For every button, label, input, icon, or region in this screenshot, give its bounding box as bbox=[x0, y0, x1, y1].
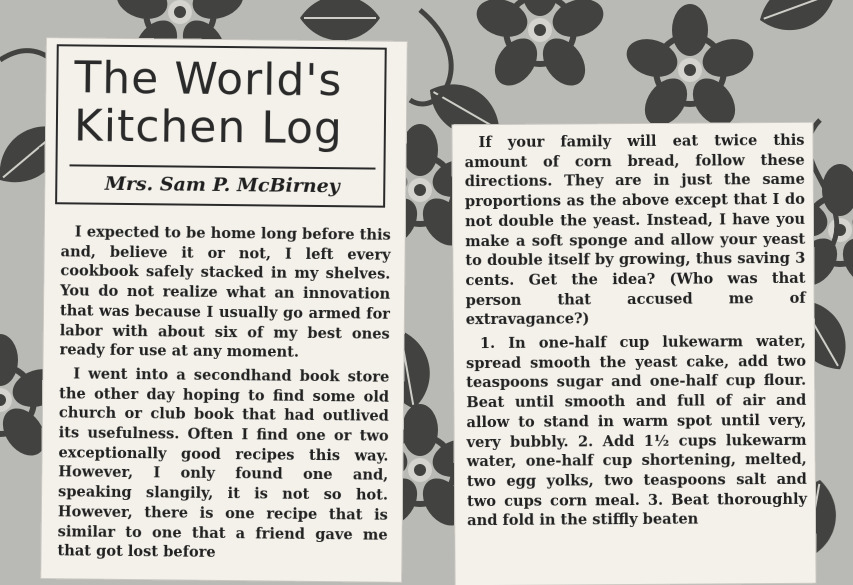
column-masthead bbox=[55, 44, 387, 207]
left-newspaper-clipping bbox=[41, 38, 407, 582]
right-article-body bbox=[464, 131, 807, 535]
article-paragraph-2: I went into a secondhand book store the other day hoping to find some old church or club book that had outlived its usefulness. Often I find one or two exceptionally good recipes this way. However, I only found one and, speaking slangily, it is not so hot. However, there is one recipe that is similar to one that a friend gave me that got lost before bbox=[57, 365, 390, 562]
left-article-body bbox=[57, 222, 391, 568]
article-paragraph-3: If your family will eat twice this amount of corn bread, follow these directions. They are in just the same proportions as the above except that I do not double the yeast. Instead, I have you make a soft sponge and allow your yeast to double itself by growing, thus saving 3 cents. Get the idea? (Who was that person that accused me of extravagance?) bbox=[464, 131, 806, 329]
column-title bbox=[74, 54, 385, 153]
author-byline: Mrs. Sam P. McBirney bbox=[69, 164, 375, 197]
column-title-line-1: The World's bbox=[74, 52, 343, 107]
article-paragraph-1: I expected to be home long before this and, believe it or not, I left every cookbook safely stacked in my shelves. You do not realize what an innovation that was because I usually go armed for labor with about six of my best ones ready for use at any moment. bbox=[59, 223, 391, 362]
column-title-line-2: Kitchen Log bbox=[73, 100, 344, 155]
recipe-steps-paragraph: 1. In one-half cup lukewarm water, spread smooth the yeast cake, add two teaspoons sugar and one-half cup flour. Beat until smooth and full of air and allow to stand in warm spot until very, very bubbly. 2. Add 1½ cups lukewarm water, one-half cup shortening, melted, two egg yolks, two teaspoons salt and two cups corn meal. 3. Beat thoroughly and fold in the stiffly beaten bbox=[466, 332, 808, 530]
right-newspaper-clipping bbox=[452, 123, 815, 585]
